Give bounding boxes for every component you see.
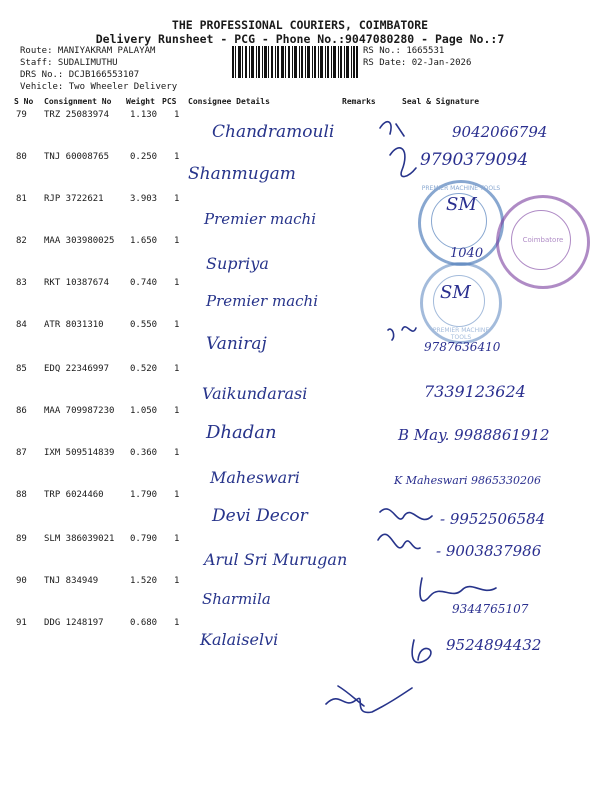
signature-handwriting: SM bbox=[440, 282, 471, 303]
row-sno: 82 bbox=[16, 236, 27, 246]
signature-stroke bbox=[388, 327, 416, 340]
row-weight: 1.130 bbox=[130, 110, 158, 120]
signature-handwriting: - 9952506584 bbox=[440, 510, 546, 528]
company-title: THE PROFESSIONAL COURIERS, COIMBATORE bbox=[171, 18, 429, 32]
row-weight: 0.360 bbox=[130, 448, 158, 458]
signature-stroke bbox=[380, 509, 432, 520]
signature-handwriting: 7339123624 bbox=[424, 382, 526, 401]
signature-stroke bbox=[412, 640, 431, 663]
signature-handwriting: 9524894432 bbox=[446, 636, 542, 654]
signature-handwriting: 9787636410 bbox=[424, 340, 501, 354]
col-remarks: Remarks bbox=[342, 97, 376, 106]
row-consignment: TNJ 834949 bbox=[44, 576, 99, 586]
row-weight: 1.520 bbox=[130, 576, 158, 586]
row-consignment: TRZ 25083974 bbox=[44, 110, 110, 120]
row-consignment: IXM 509514839 bbox=[44, 448, 115, 458]
row-weight: 0.550 bbox=[130, 320, 158, 330]
row-sno: 88 bbox=[16, 490, 27, 500]
row-consignment: MAA 709987230 bbox=[44, 406, 115, 416]
drs-label: DRS No.: DCJB166553107 bbox=[20, 70, 140, 80]
row-sno: 84 bbox=[16, 320, 27, 330]
row-weight: 3.903 bbox=[130, 194, 158, 204]
staff-label: Staff: SUDALIMUTHU bbox=[20, 58, 118, 68]
col-pcs: PCS bbox=[162, 97, 177, 106]
row-consignment: RJP 3722621 bbox=[44, 194, 104, 204]
row-consignment: DDG 1248197 bbox=[44, 618, 104, 628]
row-sno: 86 bbox=[16, 406, 27, 416]
row-pcs: 1 bbox=[174, 236, 180, 246]
row-pcs: 1 bbox=[174, 490, 180, 500]
row-weight: 0.250 bbox=[130, 152, 158, 162]
row-pcs: 1 bbox=[174, 364, 180, 374]
row-sno: 87 bbox=[16, 448, 27, 458]
route-label: Route: MANIYAKRAM PALAYAM bbox=[20, 46, 156, 56]
consignee-handwriting: Chandramouli bbox=[212, 122, 335, 142]
row-pcs: 1 bbox=[174, 152, 180, 162]
signature-stroke bbox=[378, 534, 420, 548]
signature-handwriting: - 9003837986 bbox=[436, 542, 542, 560]
signature-handwriting: 9344765107 bbox=[452, 602, 529, 616]
row-pcs: 1 bbox=[174, 406, 180, 416]
row-consignment: SLM 386039021 bbox=[44, 534, 115, 544]
row-pcs: 1 bbox=[174, 278, 180, 288]
row-sno: 85 bbox=[16, 364, 27, 374]
col-consignment: Consignment No bbox=[44, 97, 112, 106]
supervisor-signature bbox=[326, 688, 412, 712]
signature-handwriting: 9042066794 bbox=[452, 123, 548, 141]
stamp-text: PREMIER MACHINE TOOLS bbox=[421, 185, 501, 192]
row-weight: 0.680 bbox=[130, 618, 158, 628]
row-sno: 81 bbox=[16, 194, 27, 204]
row-consignment: TRP 6024460 bbox=[44, 490, 104, 500]
signature-stroke bbox=[390, 148, 416, 177]
row-pcs: 1 bbox=[174, 448, 180, 458]
row-pcs: 1 bbox=[174, 576, 180, 586]
signature-stroke bbox=[420, 578, 496, 601]
consignee-handwriting: Kalaiselvi bbox=[200, 630, 279, 649]
signature-handwriting: 9790379094 bbox=[420, 150, 529, 170]
row-sno: 79 bbox=[16, 110, 27, 120]
row-pcs: 1 bbox=[174, 194, 180, 204]
col-consignee: Consignee Details bbox=[188, 97, 270, 106]
row-pcs: 1 bbox=[174, 618, 180, 628]
consignee-handwriting: Supriya bbox=[206, 254, 269, 273]
signature-stroke bbox=[380, 122, 404, 136]
runsheet-subtitle: Delivery Runsheet - PCG - Phone No.:9047080280 - Page No.:7 bbox=[95, 32, 505, 46]
col-seal: Seal & Signature bbox=[402, 97, 480, 106]
consignee-handwriting: Vaikundarasi bbox=[202, 384, 308, 403]
consignee-handwriting: Shanmugam bbox=[188, 164, 296, 184]
row-weight: 0.740 bbox=[130, 278, 158, 288]
rs-date: RS Date: 02-Jan-2026 bbox=[363, 58, 472, 68]
row-pcs: 1 bbox=[174, 534, 180, 544]
consignee-handwriting: Maheswari bbox=[210, 468, 300, 487]
row-sno: 80 bbox=[16, 152, 27, 162]
row-sno: 89 bbox=[16, 534, 27, 544]
col-sno: S No bbox=[14, 97, 34, 106]
row-sno: 83 bbox=[16, 278, 27, 288]
consignee-handwriting: Dhadan bbox=[206, 422, 277, 443]
consignee-handwriting: Arul Sri Murugan bbox=[204, 550, 348, 569]
consignee-handwriting: Premier machi bbox=[204, 210, 317, 228]
rs-number: RS No.: 1665531 bbox=[363, 46, 445, 56]
row-pcs: 1 bbox=[174, 320, 180, 330]
row-pcs: 1 bbox=[174, 110, 180, 120]
row-weight: 1.650 bbox=[130, 236, 158, 246]
consignee-handwriting: Premier machi bbox=[206, 292, 319, 310]
row-weight: 0.520 bbox=[130, 364, 158, 374]
consignee-handwriting: Devi Decor bbox=[212, 506, 308, 526]
row-weight: 0.790 bbox=[130, 534, 158, 544]
stamp-text: PREMIER MACHINE TOOLS bbox=[432, 327, 490, 341]
row-consignment: ATR 8031310 bbox=[44, 320, 104, 330]
signature-handwriting: K Maheswari 9865330206 bbox=[394, 474, 542, 487]
row-sno: 91 bbox=[16, 618, 27, 628]
row-consignment: TNJ 60008765 bbox=[44, 152, 110, 162]
row-consignment: MAA 303980025 bbox=[44, 236, 115, 246]
stamp-text: Coimbatore bbox=[522, 236, 564, 244]
vehicle-label: Vehicle: Two Wheeler Delivery bbox=[20, 82, 178, 92]
signature-handwriting: SM bbox=[446, 194, 477, 215]
consignee-handwriting: Sharmila bbox=[202, 590, 271, 608]
row-weight: 1.050 bbox=[130, 406, 158, 416]
signature-handwriting: B May. 9988861912 bbox=[398, 426, 550, 444]
signature-handwriting: 1040 bbox=[450, 246, 484, 261]
row-weight: 1.790 bbox=[130, 490, 158, 500]
consignee-handwriting: Vaniraj bbox=[206, 334, 267, 354]
col-weight: Weight bbox=[126, 97, 155, 106]
row-consignment: RKT 10387674 bbox=[44, 278, 110, 288]
row-sno: 90 bbox=[16, 576, 27, 586]
row-consignment: EDQ 22346997 bbox=[44, 364, 110, 374]
